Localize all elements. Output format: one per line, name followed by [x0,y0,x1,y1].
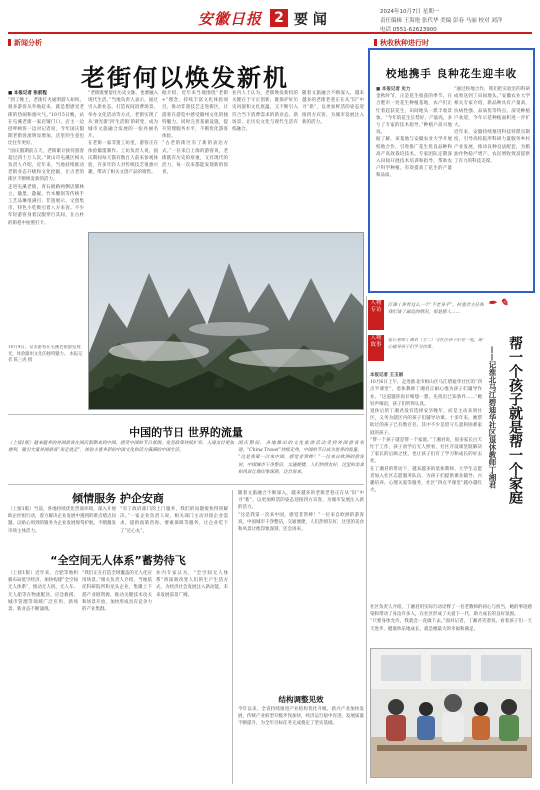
old-street-photo [88,232,364,410]
paragraph: “到了晚上，老街灯火通明游人如织，很多游客从外地赶来，就是想感受老街的热闹和烟火气。”10月5日晚，站在屯溪老街一家店铺门口，店主一边招呼顾客一边对记者说，今年国庆假期老街客流明显增加，店里的生意也比往年更好。 [8,98,84,147]
section-tag-story: 人物故事 [368,335,384,361]
paragraph: “古老的街区有了新的表达方式。”一位来自上海的游客说，老街既有历史的厚重，又有现代的活力，每一次来都能发现新的惊喜。 [162,141,228,176]
profile-main-title: 帮一个孩子就是帮一个家庭 [507,336,523,504]
paragraph: 退休后的丁湘君没有选择安享晚年，而是主动来到社区，义务为辖区内的孩子们辅导功课。十多年来，她帮助过的孩子已有数百名，其中不少是留守儿童和困难家庭的孩子。 [370,409,482,436]
paragraph: “这是我第一次来中国，感觉非常棒！”一位来自欧洲的游客说，中国城市干净整洁，交通便捷，人们热情友好，这里的美食和风景让他印象深刻，还会再来。 [238,455,364,475]
page-number: 2 [270,9,288,27]
meta-line: 电话 0551-62623900 [380,27,437,33]
paragraph: 10月6日上午，走进淮北市相山区马江碧迪华社区的“四点半课堂”，退休教师丁湘君正耐心地为孩子们辅导作业。“这道题你再仔细想一想，先找出已知条件……”她轻声细语，孩子们听得认真。 [370,380,482,407]
holiday-banner-title: 中国的节日 世界的流量 [129,426,243,439]
byline: ■ 本报记者 史力 [376,87,411,92]
paragraph: 走进屯溪老街，青石板路两侧店铺林立，徽墨、歙砚、竹木雕刻等传统手工艺品琳琅满目，非遗展示、文创集市、特色小吃吸引着八方来客。不少年轻游客身着汉服穿行其间，在古朴的街巷中拍照打卡。 [8,184,84,226]
byline: 本报记者 王玉娟 [370,373,404,378]
meta-line: 责任编辑 王海艳 张代华 美编 彭春 马丽 校对 刘洋 [380,18,503,24]
column-tag-autumn-harvest: 秋收秋种进行时 [374,38,429,48]
commentary-title: 校地携手 良种花生迎丰收 [385,68,518,80]
holiday-intro: （上接1版）越来越多的外国游客在国庆假期来到中国，感受中国的节日氛围。免签政策持续扩容、入境支付更加便利，吸引大量外国游客“说走就走”，体验丰富多彩的中国文化和活力满满的中国生活。 [8,441,234,454]
portrait-caption: 爱心老师丁湘君（左二）与社区孩子们在一起，耐心辅导孩子们学习功课。 [388,338,483,350]
lead-article-column-4 [232,90,298,228]
classroom-photo [370,648,532,778]
paragraph: 近年来，安徽持续推进科技特派员制度，引导高校院所科研力量服务乡村产业发展，推动良种良法配套，为粮油作物稳产增产、农民增收致富提供了有力的科技支撑。 [454,130,530,165]
paragraph: “这是我第一次来中国，感觉非常棒！”一位来自欧洲的游客说，中国城市干净整洁，交通便捷，人们热情友好，这里的美食和风景让他印象深刻，还会再来。 [238,512,364,533]
section-divider [8,414,364,415]
tech-article-column-2: “我们正在打造全域覆盖的无人化应用场景。”相关负责人介绍，当地依托科研院所和龙头企业，集聚上下游产业链资源，推动关键技术攻关和场景开放，加快形成具有竞争力的产业集群。 [82,571,152,613]
paragraph: “只要身体允许，我就会一直做下去。”面对记者，丁湘君笑着说，看着孩子们一天天进步、健康快乐地成长，就是她最大的幸福和满足。 [370,619,532,632]
profile-article-column-2 [370,604,532,644]
section-name: 要 闻 [294,12,327,28]
column-tag-news-analysis: 新闻分析 [8,38,42,48]
paragraph: 据了解，该基地与安徽农业大学开展校地合作，引进推广花生优良品种和高产高效栽培技术。专家团队定期深入田间开展技术培训和指导，帮助农户科学种植，有效提高了花生的产量和品质。 [376,137,452,179]
paragraph: 业内人士认为，老街焕发新机的关键在于守正创新，既保护好历史风貌和文化底蕴，又不断引入符合当下消费需求的新业态、新场景，让历史文化与现代生活有机融合。 [232,91,298,133]
tech-article-title: “全空间无人体系”蓄势待飞 [50,554,186,567]
service-article-column-2: “有了政府部门的上门服务，我们的问题很快得到解决。”一家企业负责人说，相关部门主动对接企业需求，提供政策咨询、要素保障等服务，让企业吃下了“定心丸”。 [120,507,228,534]
paragraph: 金秋时节，正是花生收获的季节。在合肥市一处花生种植基地，农户们正忙着起获花生，田间地头一派丰收景象。“今年的花生长势好、产量高，多亏了专家的技术指导。”种植户高兴地说。 [376,94,452,136]
holiday-article [238,440,364,480]
paragraph: 随着文旅融合不断深入，越来越多的老街老巷正在从“旧”中寻“新”，以更加鲜活的姿态迎接四方宾客，为城市发展注入新的活力。 [238,491,364,511]
commentary-column-2 [454,86,530,290]
byline: ■ 本报记者 张前程 [8,91,47,96]
paragraph: 社区负责人介绍，丁湘君用实际行动诠释了一名老教师的初心与担当，她的事迹感染和带动了身边许多人，在社区形成了关爱下一代、助力成长的良好氛围。 [370,605,532,618]
lead-article-column-5 [302,90,364,228]
commentary-column-1 [376,86,452,290]
paragraph: 国庆期间，各地推出的文化旅游活动受到外国游客欢迎，“China Travel”持续走热，中国的节日成为世界的流量。 [238,441,364,454]
paragraph: 随着文旅融合不断深入，越来越多的老街老巷正在从“旧”中寻“新”，以更加鲜活的姿态迎接四方宾客，为城市发展注入新的活力。 [302,91,364,125]
paragraph: “国庆假期前五天，老街累计接待游客超过四十万人次。”黄山市屯溪区相关负责人介绍，近年来，当地持续推动老街业态升级和文化挖掘，让古老的街区不断焕发新的活力。 [8,148,84,183]
lead-article-column-3 [162,90,228,228]
lead-article-column-2 [88,90,158,228]
paper-name: 安徽日报 [198,10,263,28]
paragraph: 在丁湘君的带动下，越来越多的退休教师、大学生志愿者加入社区志愿服务队伍，为孩子们提供课业辅导、兴趣培养、心理关爱等服务，社区“四点半课堂”越办越红火。 [370,466,482,494]
profile-subtitle: ——记淮北马江碧迪华社区退休教师丁湘君 [488,346,497,489]
interview-intro: 江淮丨你有这么一个“不老身手”。村委会主任和我们谈了最近的情况，很是感人…… [388,303,484,316]
paragraph: “帮一个孩子就是帮一个家庭。”丁湘君说，很多家长白天忙于工作，孩子放学后无人照看，社区开设课堂既解决了家长的后顾之忧，也让孩子们有了学习和成长的好去处。 [370,437,482,465]
meta-line: 2024年10月7日 星期一 [380,9,440,15]
commentary-box [368,39,535,293]
column-divider [232,490,233,784]
tech-article-column-3: 业内专家认为，“全空间无人体系”将深刻改变人们的生产生活方式，为经济社会发展注入新动能，未来发展前景广阔。 [156,571,228,598]
mountain-landscape-image [89,233,364,410]
column-divider [366,296,367,784]
lead-article-column-1 [8,90,84,338]
holiday-continued [238,490,364,690]
calligraphy-stamp-icon: ✒ ✎ [488,298,509,309]
masthead-meta [380,8,530,35]
paragraph: 在老街一家非遗工坊里，游客正在体验徽墨制作。工坊负责人说，国庆期间每天都有数百人前来参观体验，许多年轻人对传统技艺很感兴趣，带动了相关文创产品的销售。 [88,141,158,176]
masthead [8,6,532,34]
headline: 老街何以焕发新机 [81,64,289,92]
section-tag-interview: 人物专访 [368,300,384,330]
photo-caption: 10月4日，众多游客在屯溪老街游览观光，体验徽州文化的独特魅力。 本报记者 陈三虎 摄 [8,345,83,363]
classroom-image [371,649,532,778]
paragraph: 据介绍，近年来当地围绕“老街+”理念，持续丰富文化体验项目，推动非遗技艺走进街区，让游客在游览中感受徽州文化的独特魅力。同时完善基础设施，提升管理服务水平，不断优化游客体验。 [162,91,228,140]
paragraph: “通过校地合作，我们把实验室的科研成果送到了田间地头。”安徽农业大学相关专家介绍，新品种具有产量高、抗病性强、品质优等特点，深受种植户欢迎，今年示范种植面积进一步扩大。 [454,87,530,129]
paragraph: “老街既要留住历史文脉，也要融入现代生活。”当地负责人表示，通过引入新业态、打造夜间消费场景、举办文化活动等方式，老街实现了从‘观光街’到‘生活街’的转变，成为城市文旅融合发展的一张亮丽名片。 [88,91,158,140]
profile-article-column-1 [370,372,482,602]
service-article-column-1: （上接1版）当前，各地持续优化营商环境，深入开展助企纾困行动，着力解决企业发展中遇到的难点堵点问题，以贴心周到的服务为企业发展保驾护航，不断激发市场主体活力。 [8,507,116,534]
tech-article-column-1: （上接1版）近年来，合肥等地积极布局低空经济，加快构建“全空间无人体系”，推动无人机、无人车、无人船等在物流配送、应急救援、城市管理等领域广泛应用，新场景、新业态不断涌现。 [8,571,78,613]
structure-article-title: 结构调整见效 [278,695,324,704]
service-article-title: 倾情服务 护企安商 [72,492,164,505]
section-divider [8,484,364,485]
structure-article: 今年以来，全省持续推进产业结构优化升级，新兴产业加快发展，传统产业转型升级步伐加快，经济运行稳中有进，发展质量不断提升，为全年目标任务完成奠定了坚实基础。 [238,707,364,727]
